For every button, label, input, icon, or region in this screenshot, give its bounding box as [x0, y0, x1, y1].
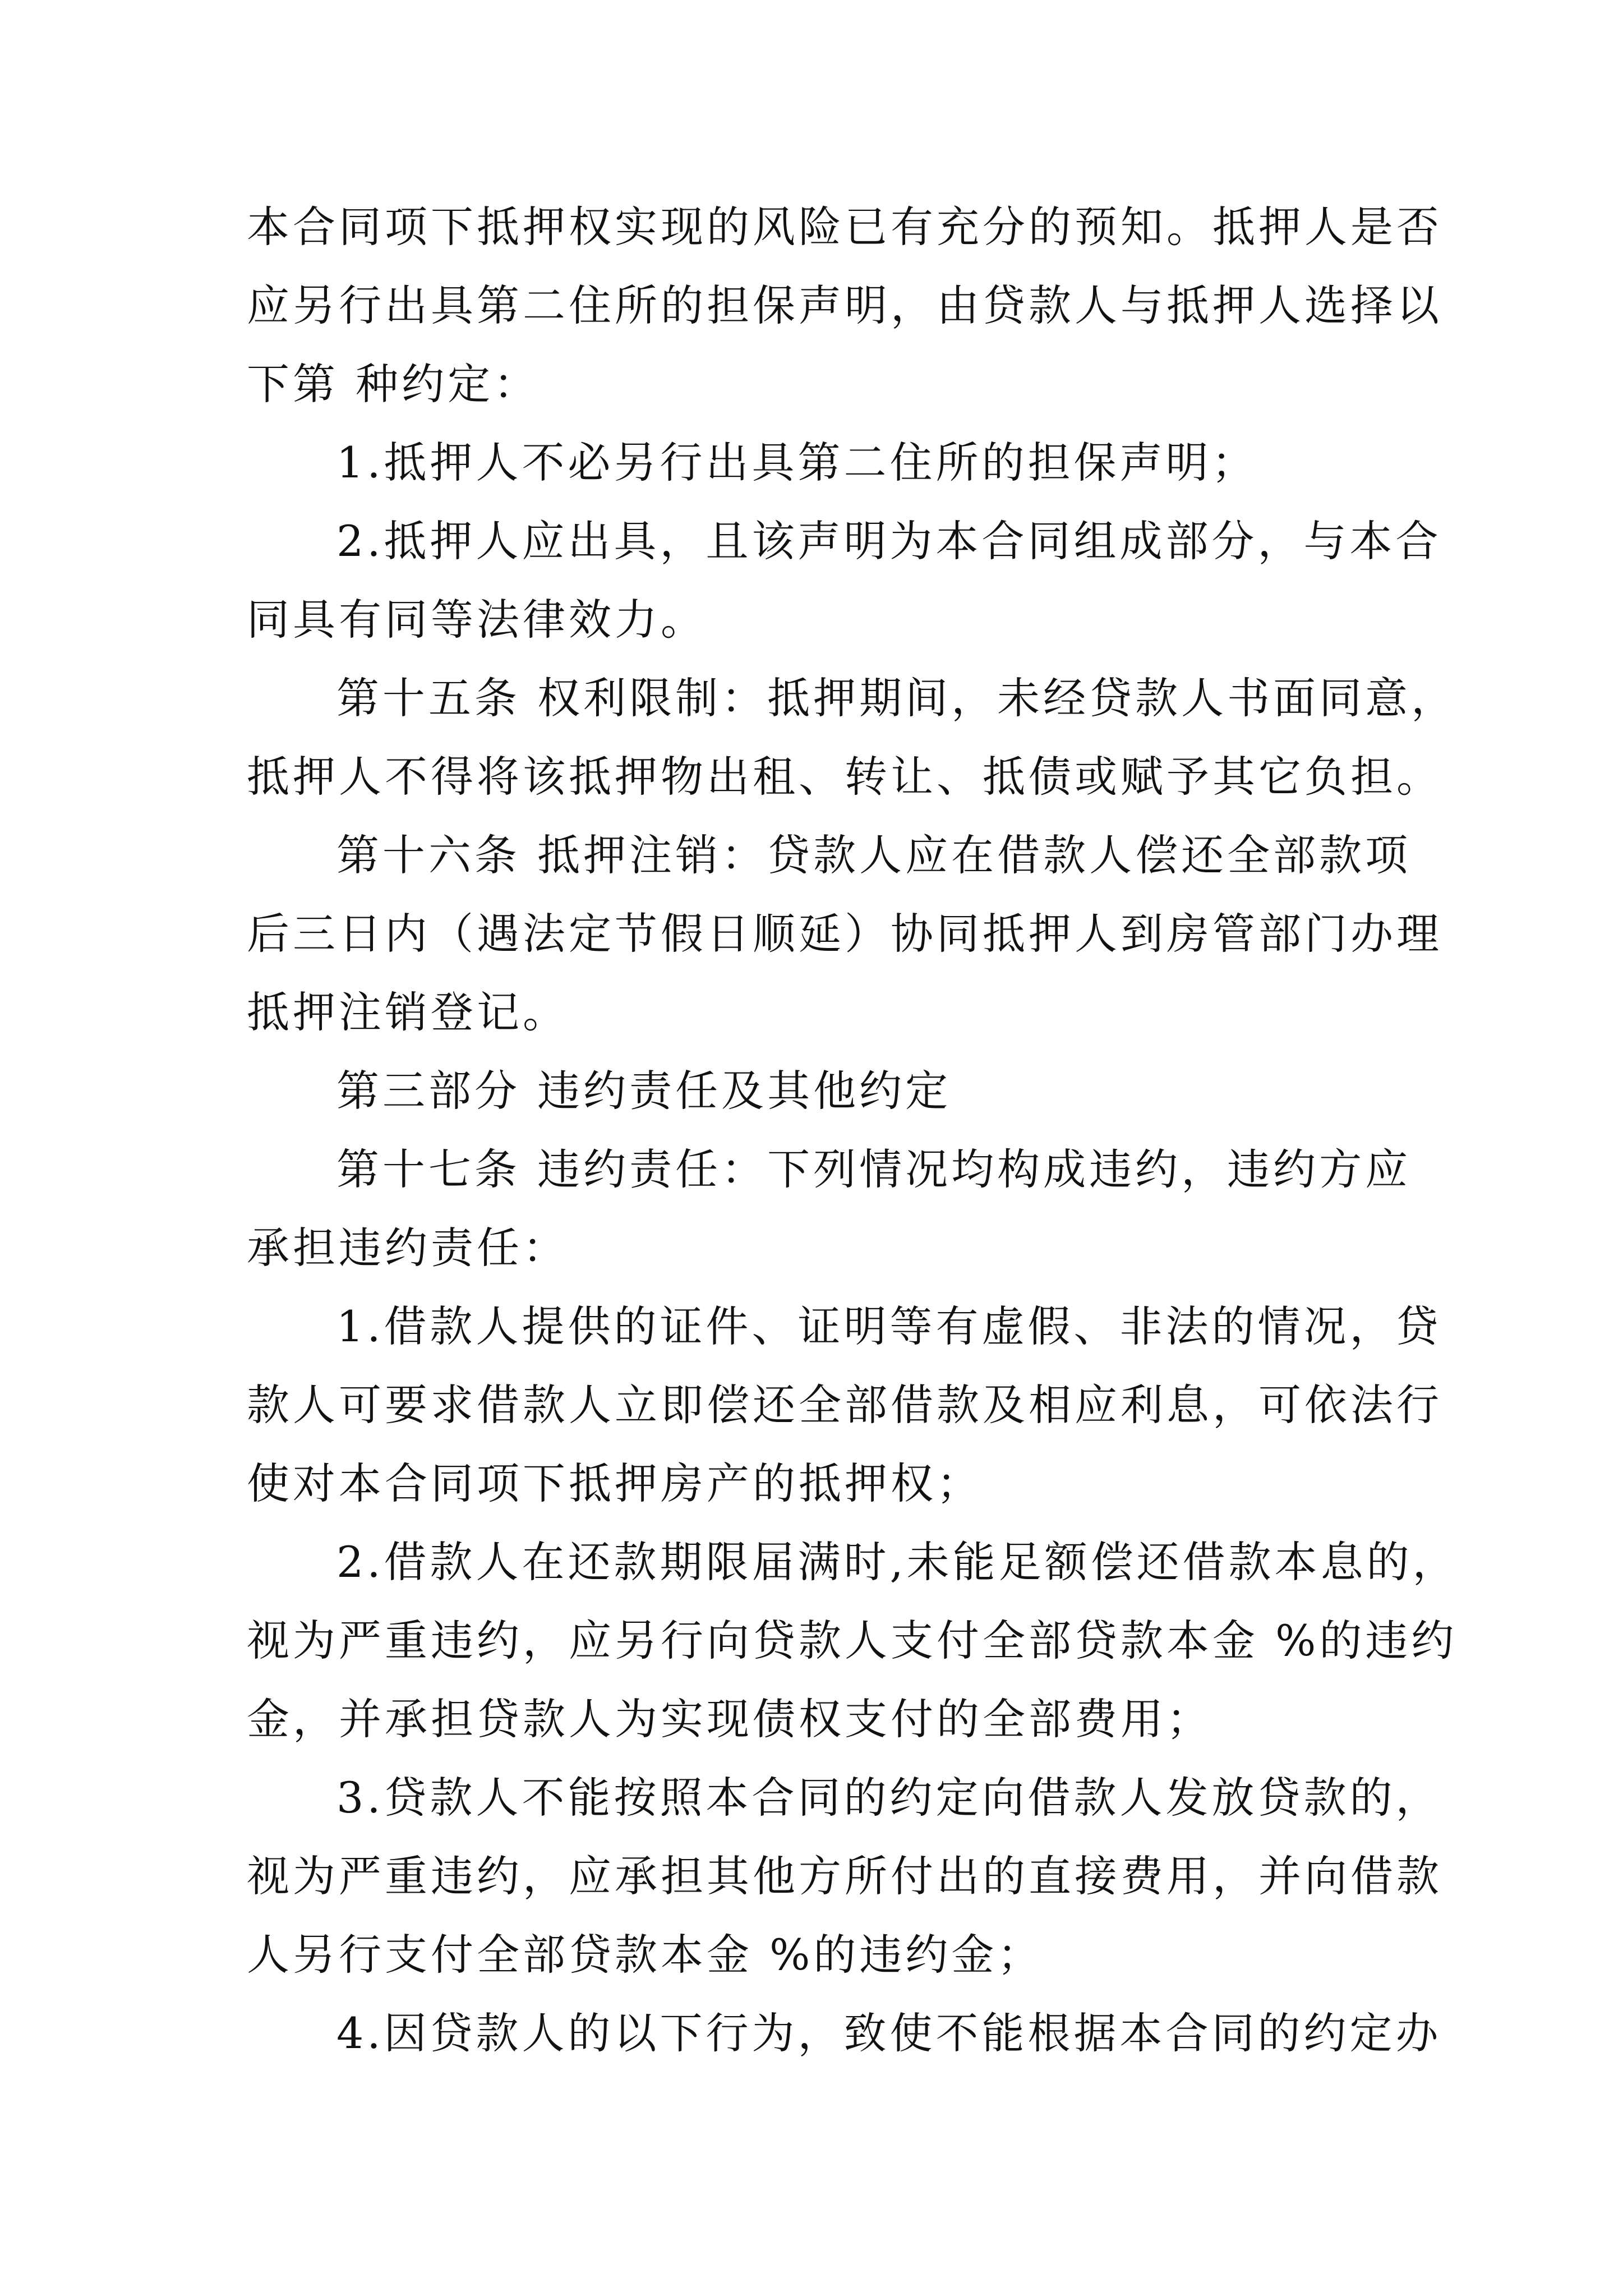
text-line: 2.抵押人应出具，且该声明为本合同组成部分，与本合: [336, 516, 1442, 566]
text-line: 使对本合同项下抵押房产的抵押权；: [247, 1458, 983, 1508]
text-line: 2.借款人在还款期限届满时,未能足额偿还借款本息的，: [336, 1537, 1459, 1587]
text-line: 1.抵押人不必另行出具第二住所的担保声明；: [336, 438, 1258, 487]
text-line: 本合同项下抵押权实现的风险已有充分的预知。抵押人是否: [247, 202, 1442, 252]
text-line: 4.因贷款人的以下行为，致使不能根据本合同的约定办: [336, 2008, 1442, 2058]
text-line: 1.借款人提供的证件、证明等有虚假、非法的情况，贷: [336, 1301, 1442, 1351]
section-heading: 第三部分 违约责任及其他约定: [336, 1066, 952, 1116]
text-line: 人另行支付全部贷款本金 %的违约金；: [247, 1930, 1044, 1980]
text-line: 视为严重违约，应另行向贷款人支付全部贷款本金 %的违约: [247, 1616, 1458, 1665]
text-line: 视为严重违约，应承担其他方所付出的直接费用，并向借款: [247, 1851, 1442, 1901]
article-heading: 第十七条 违约责任：下列情况均构成违约，违约方应: [336, 1144, 1412, 1194]
text-line: 金，并承担贷款人为实现债权支付的全部费用；: [247, 1694, 1212, 1744]
text-line: 抵押注销登记。: [247, 987, 569, 1037]
article-heading: 第十五条 权利限制：抵押期间，未经贷款人书面同意，: [336, 673, 1458, 723]
contract-text: [247, 188, 1459, 2073]
text-line: 下第 种约定：: [247, 359, 540, 409]
text-line: 同具有同等法律效力。: [247, 595, 707, 645]
text-line: 款人可要求借款人立即偿还全部借款及相应利息，可依法行: [247, 1380, 1442, 1430]
article-heading: 第十六条 抵押注销：贷款人应在借款人偿还全部款项: [336, 830, 1412, 880]
text-line: 抵押人不得将该抵押物出租、转让、抵债或赋予其它负担。: [247, 752, 1442, 802]
text-line: 承担违约责任：: [247, 1223, 569, 1273]
text-line: 3.贷款人不能按照本合同的约定向借款人发放贷款的，: [336, 1773, 1442, 1823]
text-line: 后三日内（遇法定节假日顺延）协同抵押人到房管部门办理: [247, 909, 1442, 959]
text-line: 应另行出具第二住所的担保声明，由贷款人与抵押人选择以: [247, 280, 1442, 330]
